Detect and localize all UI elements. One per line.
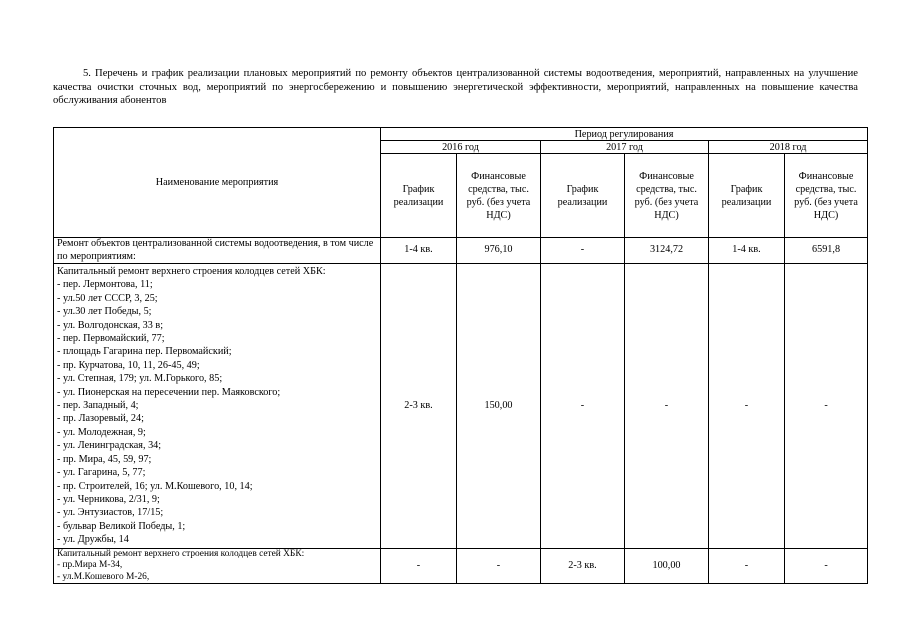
list-item: - ул. Черникова, 2/31, 9; (57, 493, 160, 505)
list-item: - ул.50 лет СССР, 3, 25; (57, 292, 158, 304)
row-finance-2017: - (625, 264, 709, 549)
header-finance-2017: Финансовые средства, тыс. руб. (без учета НДС) (625, 154, 709, 238)
list-item: - ул. Степная, 179; ул. М.Горького, 85; (57, 373, 223, 385)
table-row (54, 238, 868, 264)
list-item: Капитальный ремонт верхнего строения колодцев сетей ХБК: (57, 548, 305, 559)
list-item: - пер. Западный, 4; (57, 400, 139, 412)
list-item: - пр. Мира, 45, 59, 97; (57, 453, 152, 465)
list-item: - ул. Энтузиастов, 17/15; (57, 507, 164, 519)
list-item: Капитальный ремонт верхнего строения колодцев сетей ХБК: (57, 266, 326, 277)
row-schedule-2016: 1-4 кв. (381, 238, 457, 264)
header-row-period (54, 128, 868, 141)
list-item: - ул.М.Кошевого М-26, (57, 571, 150, 582)
list-item: - ул. Волгодонская, 33 в; (57, 319, 164, 331)
row-schedule-2018: - (709, 548, 785, 584)
list-item: - пер. Лермонтова, 11; (57, 279, 153, 291)
table-row (54, 264, 868, 549)
row-schedule-2017: - (541, 264, 625, 549)
row-finance-2016: - (457, 548, 541, 584)
plan-table (53, 127, 868, 584)
list-item: - площадь Гагарина пер. Первомайский; (57, 346, 232, 358)
header-schedule-2016: График реализации (381, 154, 457, 238)
header-finance-2018: Финансовые средства, тыс. руб. (без учета НДС) (785, 154, 868, 238)
list-item: - пр. Строителей, 16; ул. М.Кошевого, 10, 14; (57, 480, 253, 492)
header-year-2016: 2016 год (381, 141, 541, 154)
row-schedule-2016: - (381, 548, 457, 584)
header-year-2017: 2017 год (541, 141, 709, 154)
row-finance-2018: - (785, 264, 868, 549)
row-schedule-2017: 2-3 кв. (541, 548, 625, 584)
row-schedule-2018: 1-4 кв. (709, 238, 785, 264)
list-item: - ул. Ленинградская, 34; (57, 440, 162, 452)
list-item: - ул. Пионерская на пересечении пер. Маяковского; (57, 386, 281, 398)
list-item: - пр. Курчатова, 10, 11, 26-45, 49; (57, 359, 200, 371)
header-name-cell: Наименование мероприятия (54, 128, 381, 238)
row-schedule-2017: - (541, 238, 625, 264)
row-finance-2016: 976,10 (457, 238, 541, 264)
header-schedule-2017: График реализации (541, 154, 625, 238)
header-schedule-2018: График реализации (709, 154, 785, 238)
row-schedule-2018: - (709, 264, 785, 549)
row-name: Ремонт объектов централизованной системы водоотведения, в том числе по мероприятиям: (54, 238, 381, 264)
row-finance-2016: 150,00 (457, 264, 541, 549)
header-period-cell: Период регулирования (381, 128, 868, 141)
list-item: - пер. Первомайский, 77; (57, 333, 165, 345)
row-schedule-2016: 2-3 кв. (381, 264, 457, 549)
list-item: - пр. Лазоревый, 24; (57, 413, 144, 425)
row-name-list (54, 264, 381, 549)
table-row (54, 548, 868, 584)
row-finance-2017: 3124,72 (625, 238, 709, 264)
list-item: - ул.30 лет Победы, 5; (57, 306, 152, 318)
header-finance-2016: Финансовые средства, тыс. руб. (без учета НДС) (457, 154, 541, 238)
section-heading: 5. Перечень и график реализации плановых мероприятий по ремонту объектов централизованной системы водоотведения, мероприятий, направленных на улучшение качества очистки сточных вод, мероприятий по энергосбережению и повышению энергетической эффективности, мероприятий, направленных на повышение качества обслуживания абонентов (53, 68, 858, 107)
row-finance-2018: - (785, 548, 868, 584)
list-item: - ул. Гагарина, 5, 77; (57, 467, 146, 479)
row-name-list (54, 548, 381, 584)
list-item: - ул. Дружбы, 14 (57, 534, 129, 546)
list-item: - ул. Молодежная, 9; (57, 426, 146, 438)
list-item: - бульвар Великой Победы, 1; (57, 520, 186, 532)
header-year-2018: 2018 год (709, 141, 868, 154)
list-item: - пр.Мира М-34, (57, 560, 123, 571)
row-finance-2018: 6591,8 (785, 238, 868, 264)
row-finance-2017: 100,00 (625, 548, 709, 584)
